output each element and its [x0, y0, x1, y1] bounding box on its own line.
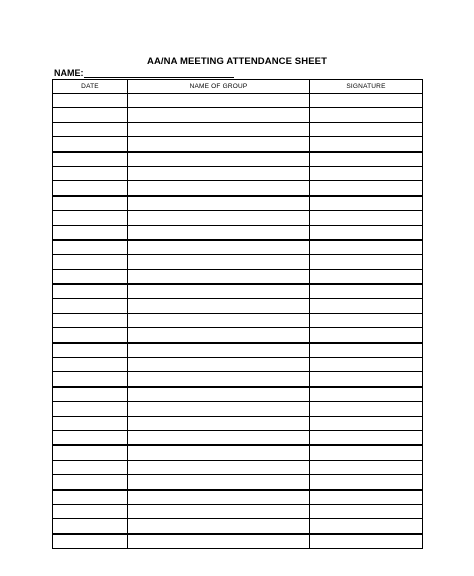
table-row	[53, 152, 423, 167]
table-row	[53, 519, 423, 534]
table-row	[53, 94, 423, 108]
date-cell[interactable]	[53, 387, 128, 402]
group-cell[interactable]	[128, 534, 310, 549]
group-cell[interactable]	[128, 240, 310, 255]
table-row	[53, 313, 423, 327]
table-row	[53, 225, 423, 240]
date-cell[interactable]	[53, 490, 128, 505]
table-row	[53, 490, 423, 505]
signature-cell[interactable]	[310, 519, 423, 534]
group-cell[interactable]	[128, 475, 310, 490]
table-row	[53, 211, 423, 225]
group-cell[interactable]	[128, 490, 310, 505]
signature-cell[interactable]	[310, 122, 423, 136]
group-cell[interactable]	[128, 519, 310, 534]
signature-cell[interactable]	[310, 475, 423, 490]
group-cell[interactable]	[128, 358, 310, 372]
signature-cell[interactable]	[310, 445, 423, 460]
signature-cell[interactable]	[310, 387, 423, 402]
table-row	[53, 240, 423, 255]
group-cell[interactable]	[128, 402, 310, 416]
name-label: NAME:	[54, 68, 84, 78]
date-cell[interactable]	[53, 137, 128, 152]
date-cell[interactable]	[53, 430, 128, 445]
date-cell[interactable]	[53, 94, 128, 108]
signature-cell[interactable]	[310, 372, 423, 387]
group-cell[interactable]	[128, 416, 310, 430]
table-row	[53, 343, 423, 358]
group-cell[interactable]	[128, 181, 310, 196]
group-cell[interactable]	[128, 94, 310, 108]
date-cell[interactable]	[53, 504, 128, 518]
date-cell[interactable]	[53, 299, 128, 313]
table-row	[53, 402, 423, 416]
signature-cell[interactable]	[310, 269, 423, 284]
group-cell[interactable]	[128, 137, 310, 152]
date-cell[interactable]	[53, 402, 128, 416]
signature-cell[interactable]	[310, 181, 423, 196]
table-row	[53, 460, 423, 474]
group-cell[interactable]	[128, 313, 310, 327]
table-row	[53, 387, 423, 402]
signature-cell[interactable]	[310, 108, 423, 122]
signature-cell[interactable]	[310, 255, 423, 269]
date-cell[interactable]	[53, 152, 128, 167]
date-cell[interactable]	[53, 255, 128, 269]
group-cell[interactable]	[128, 445, 310, 460]
table-row	[53, 328, 423, 343]
date-cell[interactable]	[53, 416, 128, 430]
group-cell[interactable]	[128, 211, 310, 225]
signature-cell[interactable]	[310, 152, 423, 167]
table-body	[53, 94, 423, 549]
signature-cell[interactable]	[310, 166, 423, 180]
date-cell[interactable]	[53, 343, 128, 358]
date-cell[interactable]	[53, 460, 128, 474]
table-row	[53, 181, 423, 196]
column-header-date: DATE	[53, 80, 128, 94]
column-header-group: NAME OF GROUP	[128, 80, 310, 94]
table-row	[53, 284, 423, 299]
table-row	[53, 534, 423, 549]
table-row	[53, 430, 423, 445]
table-row	[53, 108, 423, 122]
date-cell[interactable]	[53, 445, 128, 460]
group-cell[interactable]	[128, 284, 310, 299]
date-cell[interactable]	[53, 519, 128, 534]
date-cell[interactable]	[53, 358, 128, 372]
signature-cell[interactable]	[310, 430, 423, 445]
signature-cell[interactable]	[310, 284, 423, 299]
group-cell[interactable]	[128, 225, 310, 240]
table-header-row	[53, 80, 423, 94]
signature-cell[interactable]	[310, 240, 423, 255]
signature-cell[interactable]	[310, 196, 423, 211]
date-cell[interactable]	[53, 284, 128, 299]
date-cell[interactable]	[53, 181, 128, 196]
date-cell[interactable]	[53, 475, 128, 490]
group-cell[interactable]	[128, 255, 310, 269]
date-cell[interactable]	[53, 211, 128, 225]
date-cell[interactable]	[53, 534, 128, 549]
group-cell[interactable]	[128, 166, 310, 180]
group-cell[interactable]	[128, 196, 310, 211]
table-row	[53, 445, 423, 460]
group-cell[interactable]	[128, 460, 310, 474]
group-cell[interactable]	[128, 430, 310, 445]
table-row	[53, 358, 423, 372]
table-row	[53, 255, 423, 269]
table-row	[53, 416, 423, 430]
signature-cell[interactable]	[310, 534, 423, 549]
table-row	[53, 504, 423, 518]
date-cell[interactable]	[53, 122, 128, 136]
table-row	[53, 299, 423, 313]
signature-cell[interactable]	[310, 137, 423, 152]
group-cell[interactable]	[128, 269, 310, 284]
date-cell[interactable]	[53, 240, 128, 255]
group-cell[interactable]	[128, 152, 310, 167]
group-cell[interactable]	[128, 504, 310, 518]
table-row	[53, 137, 423, 152]
date-cell[interactable]	[53, 328, 128, 343]
table-row	[53, 475, 423, 490]
table-row	[53, 196, 423, 211]
table-row	[53, 122, 423, 136]
signature-cell[interactable]	[310, 490, 423, 505]
date-cell[interactable]	[53, 166, 128, 180]
signature-cell[interactable]	[310, 225, 423, 240]
signature-cell[interactable]	[310, 94, 423, 108]
date-cell[interactable]	[53, 225, 128, 240]
group-cell[interactable]	[128, 122, 310, 136]
group-cell[interactable]	[128, 387, 310, 402]
signature-cell[interactable]	[310, 299, 423, 313]
signature-cell[interactable]	[310, 402, 423, 416]
group-cell[interactable]	[128, 328, 310, 343]
date-cell[interactable]	[53, 196, 128, 211]
date-cell[interactable]	[53, 269, 128, 284]
attendance-table	[52, 79, 423, 549]
date-cell[interactable]	[53, 313, 128, 327]
signature-cell[interactable]	[310, 358, 423, 372]
table-row	[53, 166, 423, 180]
signature-cell[interactable]	[310, 328, 423, 343]
signature-cell[interactable]	[310, 504, 423, 518]
signature-cell[interactable]	[310, 211, 423, 225]
table-row	[53, 372, 423, 387]
signature-cell[interactable]	[310, 313, 423, 327]
sheet-title: AA/NA MEETING ATTENDANCE SHEET	[147, 56, 327, 67]
group-cell[interactable]	[128, 372, 310, 387]
signature-cell[interactable]	[310, 343, 423, 358]
table-row	[53, 269, 423, 284]
name-field-line[interactable]	[84, 77, 234, 78]
signature-cell[interactable]	[310, 416, 423, 430]
group-cell[interactable]	[128, 343, 310, 358]
signature-cell[interactable]	[310, 460, 423, 474]
group-cell[interactable]	[128, 108, 310, 122]
date-cell[interactable]	[53, 108, 128, 122]
date-cell[interactable]	[53, 372, 128, 387]
column-header-signature: SIGNATURE	[310, 80, 423, 94]
group-cell[interactable]	[128, 299, 310, 313]
